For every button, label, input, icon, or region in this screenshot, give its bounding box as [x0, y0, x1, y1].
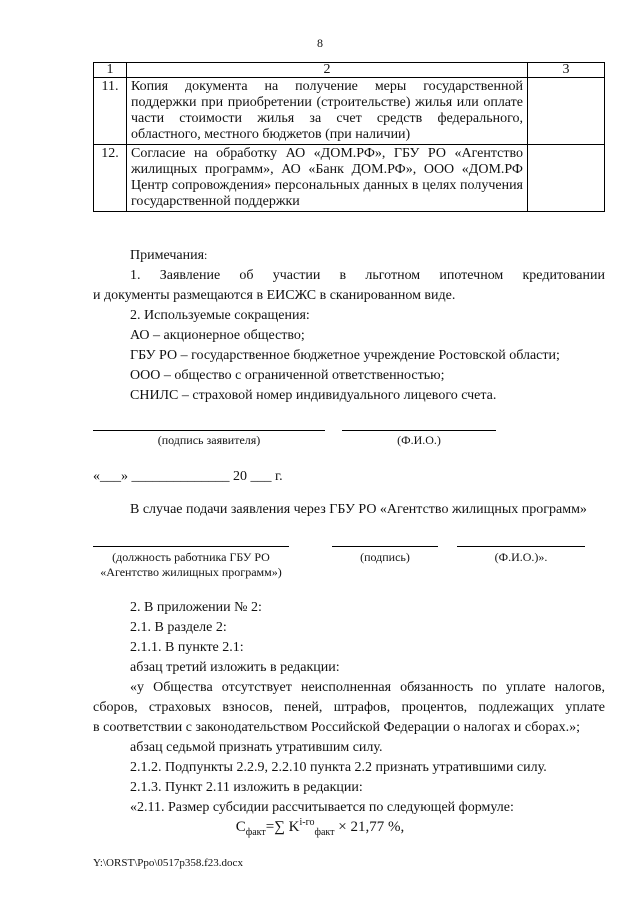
signature-caption: (подпись заявителя): [157, 433, 261, 447]
note-1-line-1: 1. Заявление об участии в льготном ипотечном кредитовании: [130, 268, 605, 283]
notes-title: Примечания:: [130, 248, 208, 263]
table-row: [94, 145, 605, 212]
abbreviation-snils: СНИЛС – страховой номер индивидуального лицевого счета.: [130, 388, 497, 403]
body-line: абзац седьмой признать утратившим силу.: [130, 740, 383, 755]
body-line: 2. В приложении № 2:: [130, 600, 262, 615]
abbreviation-ao: АО – акционерное общество;: [130, 328, 305, 343]
body-line: «у Общества отсутствует неисполненная обязанность по уплате налогов,: [130, 680, 605, 695]
name-caption: (Ф.И.О.): [397, 433, 441, 447]
agency-line: В случае подачи заявления через ГБУ РО «Агентство жилищных программ»: [130, 502, 587, 517]
row-extra: [528, 78, 605, 145]
header-cell: 3: [528, 63, 605, 78]
body-line: сборов, страховых взносов, пеней, штрафов, процентов, подлежащих уплате: [93, 700, 605, 715]
row-text: Копия документа на получение меры государственной поддержки при приобретении (строительстве) жилья или оплате части стоимости жилья за счет средств федерального, областного, местного бюджетов (при наличии): [127, 78, 528, 145]
row-number: 11.: [94, 78, 127, 145]
body-line: 2.1.2. Подпункты 2.2.9, 2.2.10 пункта 2.2 признать утратившими силу.: [130, 760, 547, 775]
row-text: Согласие на обработку АО «ДОМ.РФ», ГБУ РО «Агентство жилищных программ», АО «Банк ДОМ.РФ», ООО «ДОМ.РФ Центр сопровождения» персональных данных в целях получения государственной поддержки: [127, 145, 528, 212]
row-extra: [528, 145, 605, 212]
body-line: абзац третий изложить в редакции:: [130, 660, 340, 675]
position-caption-1: (должность работника ГБУ РО: [112, 550, 270, 564]
table-header-row: [94, 63, 605, 78]
subsidy-formula: $С_{факт}=\sum$ $K^{i-го}_{факт} \times 21,77$ %,: [235, 817, 405, 838]
date-line: «___» ______________ 20 ___ г.: [93, 469, 283, 484]
documents-table: [93, 62, 605, 212]
table-row: [94, 78, 605, 145]
name-line: [342, 430, 496, 431]
signature-line-2: [332, 546, 438, 547]
file-path-footer: Y:\ORST\Ppo\0517p358.f23.docx: [93, 857, 243, 869]
body-line: 2.1.3. Пункт 2.11 изложить в редакции:: [130, 780, 363, 795]
body-line: «2.11. Размер субсидии рассчитывается по следующей формуле:: [130, 800, 514, 815]
body-line: 2.1. В разделе 2:: [130, 620, 227, 635]
position-caption-2: «Агентство жилищных программ»): [100, 565, 282, 579]
header-cell: 2: [127, 63, 528, 78]
signature-caption-2: (подпись): [360, 550, 410, 564]
row-number: 12.: [94, 145, 127, 212]
name-caption-2: (Ф.И.О.)».: [494, 550, 548, 564]
body-line: 2.1.1. В пункте 2.1:: [130, 640, 244, 655]
signature-line: [93, 430, 325, 431]
note-2: 2. Используемые сокращения:: [130, 308, 310, 323]
page-number: 8: [317, 36, 323, 50]
name-line-2: [457, 546, 585, 547]
abbreviation-ooo: ООО – общество с ограниченной ответственностью;: [130, 368, 445, 383]
abbreviation-gbu: ГБУ РО – государственное бюджетное учреждение Ростовской области;: [130, 348, 560, 363]
position-line: [93, 546, 289, 547]
header-cell: 1: [94, 63, 127, 78]
note-1-line-2: и документы размещаются в ЕИСЖС в сканированном виде.: [93, 288, 456, 303]
body-line: в соответствии с законодательством Российской Федерации о налогах и сборах.»;: [93, 720, 580, 735]
